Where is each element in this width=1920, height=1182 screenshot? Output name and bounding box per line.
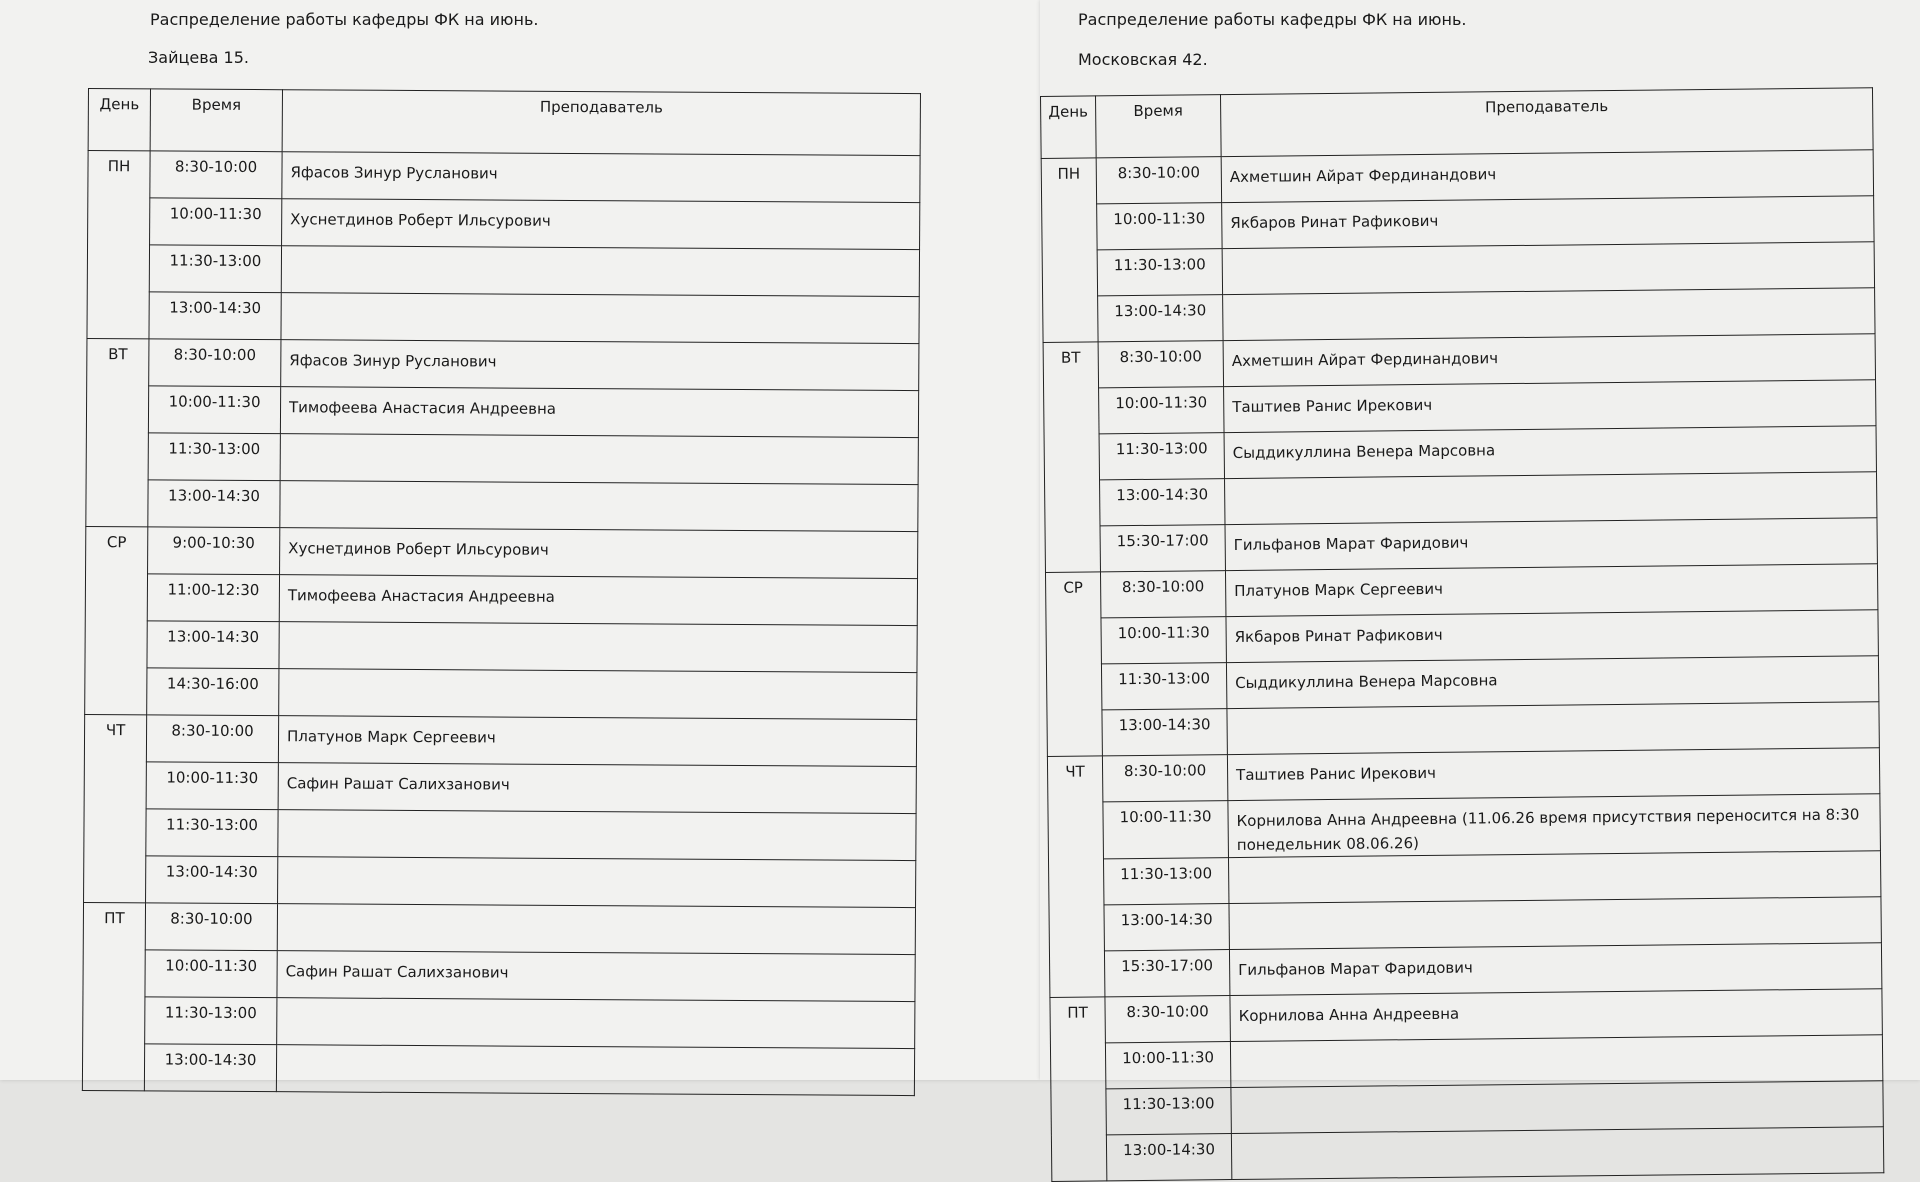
time-cell: 11:30-13:00 bbox=[146, 809, 278, 857]
teacher-cell: Гильфанов Марат Фаридович bbox=[1229, 943, 1881, 996]
teacher-cell bbox=[276, 1045, 914, 1096]
teacher-cell: Корнилова Анна Андреевна (11.06.26 время присутствия переносится на 8:30 понедельник 08.06.26) bbox=[1228, 794, 1881, 858]
teacher-cell: Яфасов Зинур Русланович bbox=[282, 152, 920, 203]
day-cell: ПН bbox=[1041, 158, 1098, 343]
table-row bbox=[83, 949, 915, 1001]
time-cell: 8:30-10:00 bbox=[146, 715, 278, 763]
teacher-cell: Сафин Рашат Салихзанович bbox=[277, 951, 915, 1002]
teacher-cell bbox=[1225, 472, 1877, 525]
teacher-cell bbox=[1231, 1081, 1883, 1134]
teacher-cell: Сыддикуллина Венера Марсовна bbox=[1226, 656, 1878, 709]
teacher-cell bbox=[280, 481, 918, 532]
teacher-cell bbox=[277, 904, 915, 955]
teacher-cell: Платунов Марк Сергеевич bbox=[278, 716, 916, 767]
table-row bbox=[87, 338, 919, 390]
teacher-cell: Таштиев Ранис Ирекович bbox=[1227, 748, 1879, 801]
teacher-cell: Таштиев Ранис Ирекович bbox=[1224, 380, 1876, 433]
day-cell: ПТ bbox=[82, 902, 145, 1090]
time-cell: 10:00-11:30 bbox=[1103, 801, 1229, 859]
table-row bbox=[85, 667, 917, 719]
time-cell: 8:30-10:00 bbox=[1098, 341, 1223, 388]
table-row bbox=[83, 902, 915, 954]
day-cell: СР bbox=[85, 526, 148, 714]
teacher-column-header: Преподаватель bbox=[282, 90, 920, 156]
time-cell: 8:30-10:00 bbox=[1096, 157, 1221, 204]
teacher-cell: Тимофеева Анастасия Андреевна bbox=[279, 575, 917, 626]
teacher-cell bbox=[1227, 702, 1879, 755]
teacher-cell bbox=[1223, 288, 1875, 341]
time-cell: 8:30-10:00 bbox=[1100, 571, 1225, 618]
day-cell: СР bbox=[1045, 572, 1102, 757]
time-cell: 10:00-11:30 bbox=[1101, 617, 1226, 664]
teacher-cell: Платунов Марк Сергеевич bbox=[1225, 564, 1877, 617]
time-cell: 10:00-11:30 bbox=[1105, 1042, 1230, 1089]
teacher-cell bbox=[278, 810, 916, 861]
table-row bbox=[85, 573, 917, 625]
teacher-cell: Сыддикуллина Венера Марсовна bbox=[1224, 426, 1876, 479]
teacher-cell bbox=[281, 293, 919, 344]
teacher-cell bbox=[280, 434, 918, 485]
table-row bbox=[84, 761, 916, 813]
right-schedule-body bbox=[1041, 150, 1884, 1182]
time-cell: 10:00-11:30 bbox=[1099, 387, 1224, 434]
time-cell: 8:30-10:00 bbox=[145, 903, 277, 951]
time-cell: 8:30-10:00 bbox=[149, 339, 281, 387]
time-cell: 10:00-11:30 bbox=[150, 198, 282, 246]
time-cell: 11:30-13:00 bbox=[148, 433, 280, 481]
teacher-cell: Якбаров Ринат Рафикович bbox=[1226, 610, 1878, 663]
table-row bbox=[82, 1043, 914, 1095]
time-cell: 11:30-13:00 bbox=[1103, 858, 1228, 905]
time-cell: 13:00-14:30 bbox=[148, 480, 280, 528]
time-cell: 13:00-14:30 bbox=[144, 1044, 276, 1092]
time-cell: 15:30-17:00 bbox=[1100, 525, 1225, 572]
table-row bbox=[84, 714, 916, 766]
teacher-cell bbox=[1222, 242, 1874, 295]
right-document-address: Московская 42. bbox=[1078, 50, 1208, 69]
time-cell: 8:30-10:00 bbox=[1105, 996, 1230, 1043]
teacher-column-header: Преподаватель bbox=[1220, 88, 1873, 157]
time-cell: 11:30-13:00 bbox=[1099, 433, 1224, 480]
teacher-cell bbox=[277, 998, 915, 1049]
teacher-cell: Хуснетдинов Роберт Ильсурович bbox=[280, 528, 918, 579]
left-document-address: Зайцева 15. bbox=[148, 48, 249, 67]
table-row bbox=[84, 808, 916, 860]
teacher-cell bbox=[1229, 897, 1881, 950]
time-cell: 13:00-14:30 bbox=[1106, 1134, 1231, 1181]
time-cell: 10:00-11:30 bbox=[145, 950, 277, 998]
table-row bbox=[87, 245, 919, 297]
teacher-cell: Хуснетдинов Роберт Ильсурович bbox=[282, 199, 920, 250]
teacher-cell bbox=[278, 857, 916, 908]
teacher-cell: Ахметшин Айрат Фердинандович bbox=[1221, 150, 1873, 203]
teacher-cell: Яфасов Зинур Русланович bbox=[281, 340, 919, 391]
time-cell: 15:30-17:00 bbox=[1104, 950, 1229, 997]
left-schedule-body bbox=[82, 151, 920, 1096]
table-row bbox=[1048, 794, 1881, 860]
teacher-cell bbox=[281, 246, 919, 297]
time-cell: 11:30-13:00 bbox=[149, 245, 281, 293]
table-row bbox=[84, 855, 916, 907]
time-cell: 11:00-12:30 bbox=[147, 574, 279, 622]
time-cell: 11:30-13:00 bbox=[1101, 663, 1226, 710]
right-schedule-table bbox=[1040, 87, 1884, 1182]
time-cell: 10:00-11:30 bbox=[148, 386, 280, 434]
time-cell: 8:30-10:00 bbox=[1102, 755, 1227, 802]
day-cell: ПН bbox=[87, 151, 150, 339]
time-cell: 10:00-11:30 bbox=[1097, 203, 1222, 250]
teacher-cell bbox=[279, 669, 917, 720]
teacher-cell: Гильфанов Марат Фаридович bbox=[1225, 518, 1877, 571]
time-column-header: Время bbox=[150, 89, 282, 152]
day-cell: ВТ bbox=[86, 338, 149, 526]
teacher-cell: Тимофеева Анастасия Андреевна bbox=[280, 387, 918, 438]
table-row bbox=[86, 526, 918, 578]
time-cell: 13:00-14:30 bbox=[147, 621, 279, 669]
time-cell: 13:00-14:30 bbox=[1102, 709, 1227, 756]
day-cell: ВТ bbox=[1043, 342, 1100, 573]
time-cell: 13:00-14:30 bbox=[1104, 904, 1229, 951]
time-cell: 13:00-14:30 bbox=[149, 292, 281, 340]
table-row bbox=[88, 151, 920, 203]
day-cell: ПТ bbox=[1050, 997, 1107, 1182]
teacher-cell bbox=[279, 622, 917, 673]
time-cell: 13:00-14:30 bbox=[146, 856, 278, 904]
table-row bbox=[88, 198, 920, 250]
teacher-cell: Корнилова Анна Андреевна bbox=[1230, 989, 1882, 1042]
table-row bbox=[86, 479, 918, 531]
teacher-cell bbox=[1231, 1127, 1883, 1180]
time-cell: 8:30-10:00 bbox=[150, 151, 282, 199]
time-column-header: Время bbox=[1096, 95, 1222, 158]
table-header-row bbox=[88, 89, 920, 156]
day-cell: ЧТ bbox=[1047, 756, 1105, 998]
table-row bbox=[83, 996, 915, 1048]
time-cell: 11:30-13:00 bbox=[1097, 249, 1222, 296]
table-row bbox=[85, 620, 917, 672]
day-column-header: День bbox=[88, 89, 150, 151]
time-cell: 10:00-11:30 bbox=[146, 762, 278, 810]
teacher-cell bbox=[1228, 851, 1880, 904]
right-document-title: Распределение работы кафедры ФК на июнь. bbox=[1078, 10, 1467, 29]
time-cell: 13:00-14:30 bbox=[1098, 295, 1223, 342]
time-cell: 9:00-10:30 bbox=[148, 527, 280, 575]
time-cell: 13:00-14:30 bbox=[1100, 479, 1225, 526]
day-cell: ЧТ bbox=[84, 714, 147, 902]
table-row bbox=[87, 291, 919, 343]
day-column-header: День bbox=[1041, 96, 1097, 159]
teacher-cell: Ахметшин Айрат Фердинандович bbox=[1223, 334, 1875, 387]
left-schedule-table bbox=[82, 88, 921, 1096]
left-document-title: Распределение работы кафедры ФК на июнь. bbox=[150, 10, 539, 29]
time-cell: 11:30-13:00 bbox=[1106, 1088, 1231, 1135]
table-header-row bbox=[1041, 88, 1874, 159]
time-cell: 11:30-13:00 bbox=[145, 997, 277, 1045]
teacher-cell: Якбаров Ринат Рафикович bbox=[1222, 196, 1874, 249]
table-row bbox=[86, 432, 918, 484]
table-row bbox=[1051, 1127, 1883, 1182]
table-row bbox=[86, 385, 918, 437]
time-cell: 14:30-16:00 bbox=[147, 668, 279, 716]
teacher-cell: Сафин Рашат Салихзанович bbox=[278, 763, 916, 814]
